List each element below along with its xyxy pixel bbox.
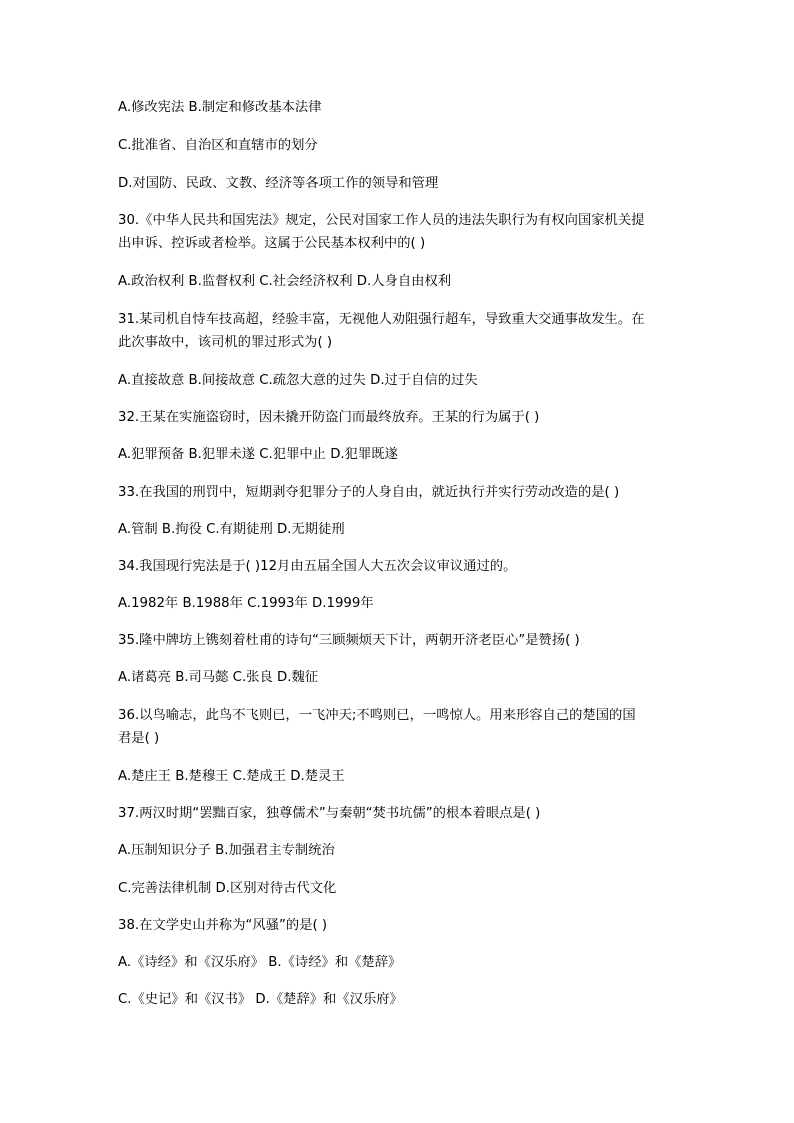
question-38-options-1: A.《诗经》和《汉乐府》 B.《诗经》和《楚辞》 bbox=[118, 955, 402, 970]
question-30-options: A.政治权利 B.监督权利 C.社会经济权利 D.人身自由权利 bbox=[118, 274, 452, 289]
question-36-line-2: 君是( ) bbox=[118, 731, 160, 746]
question-34-options: A.1982年 B.1988年 C.1993年 D.1999年 bbox=[118, 596, 374, 611]
question-35: 35.隆中牌坊上镌刻着杜甫的诗句“三顾频烦天下计，两朝开济老臣心”是赞扬( ) bbox=[118, 633, 580, 648]
question-32: 32.王某在实施盗窃时，因未撬开防盗门而最终放弃。王某的行为属于( ) bbox=[118, 410, 540, 425]
question-38-options-2: C.《史记》和《汉书》 D.《楚辞》和《汉乐府》 bbox=[118, 992, 403, 1007]
question-33-options: A.管制 B.拘役 C.有期徒刑 D.无期徒刑 bbox=[118, 522, 345, 537]
question-38: 38.在文学史山并称为“风骚”的是( ) bbox=[118, 918, 328, 933]
question-37-options-1: A.压制知识分子 B.加强君主专制统治 bbox=[118, 843, 335, 858]
question-36-line-1: 36.以鸟喻志，此鸟不飞则已，一飞冲天;不鸣则已，一鸣惊人。用来形容自己的楚国的国 bbox=[118, 708, 636, 723]
question-37-options-2: C.完善法律机制 D.区别对待古代文化 bbox=[118, 881, 337, 896]
question-36-options: A.楚庄王 B.楚穆王 C.楚成王 D.楚灵王 bbox=[118, 769, 345, 784]
answer-options-line: C.批准省、自治区和直辖市的划分 bbox=[118, 138, 318, 153]
question-31-line-1: 31.某司机自恃车技高超，经验丰富，无视他人劝阻强行超车，导致重大交通事故发生。在 bbox=[118, 312, 645, 327]
question-37: 37.两汉时期“罢黜百家，独尊儒术”与秦朝“焚书坑儒”的根本着眼点是( ) bbox=[118, 806, 541, 821]
question-31-line-2: 此次事故中，该司机的罪过形式为( ) bbox=[118, 335, 333, 350]
answer-options-line: A.修改宪法 B.制定和修改基本法律 bbox=[118, 100, 322, 115]
question-32-options: A.犯罪预备 B.犯罪未遂 C.犯罪中止 D.犯罪既遂 bbox=[118, 447, 398, 462]
question-30-line-2: 出申诉、控诉或者检举。这属于公民基本权利中的( ) bbox=[118, 236, 426, 251]
question-35-options: A.诸葛亮 B.司马懿 C.张良 D.魏征 bbox=[118, 670, 319, 685]
question-33: 33.在我国的刑罚中，短期剥夺犯罪分子的人身自由，就近执行并实行劳动改造的是( ) bbox=[118, 485, 620, 500]
question-34: 34.我国现行宪法是于( )12月由五届全国人大五次会议审议通过的。 bbox=[118, 559, 517, 574]
answer-options-line: D.对国防、民政、文教、经济等各项工作的领导和管理 bbox=[118, 176, 439, 191]
question-30-line-1: 30.《中华人民共和国宪法》规定，公民对国家工作人员的违法失职行为有权向国家机关提 bbox=[118, 213, 645, 228]
question-31-options: A.直接故意 B.间接故意 C.疏忽大意的过失 D.过于自信的过失 bbox=[118, 373, 478, 388]
